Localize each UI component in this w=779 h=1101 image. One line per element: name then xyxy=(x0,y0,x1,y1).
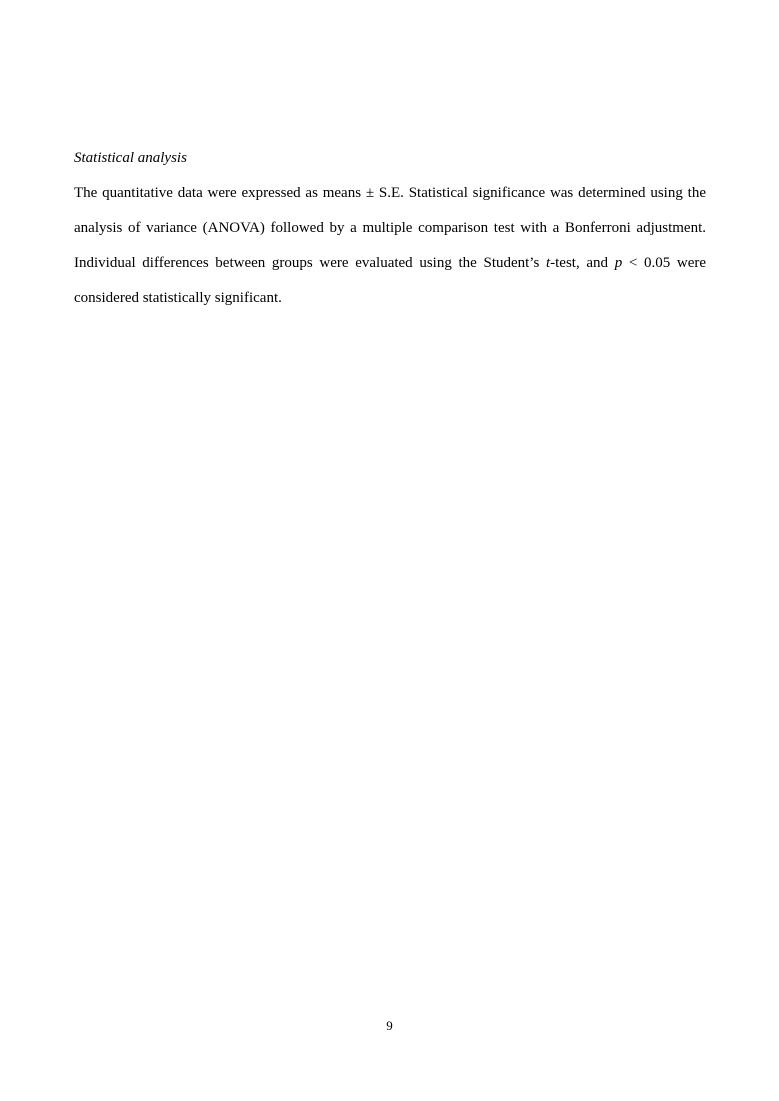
paragraph-text-3: < 0.05 were considered statistically significant. xyxy=(74,255,706,306)
italic-t-variable: t xyxy=(545,255,551,271)
section-heading: Statistical analysis xyxy=(74,150,187,166)
body-paragraph xyxy=(74,176,706,316)
italic-p-variable: p xyxy=(614,255,623,271)
page-number: 9 xyxy=(386,1018,393,1033)
paragraph-text-2: -test, and xyxy=(550,255,615,271)
paragraph-text-1: The quantitative data were expressed as means ± S.E. Statistical significance was determined using the analysis of variance (ANOVA) followed by a multiple comparison test with a Bonferroni adjustment. Individual differences between groups were evaluated using the Student’s xyxy=(74,185,706,271)
document-body xyxy=(74,141,706,316)
